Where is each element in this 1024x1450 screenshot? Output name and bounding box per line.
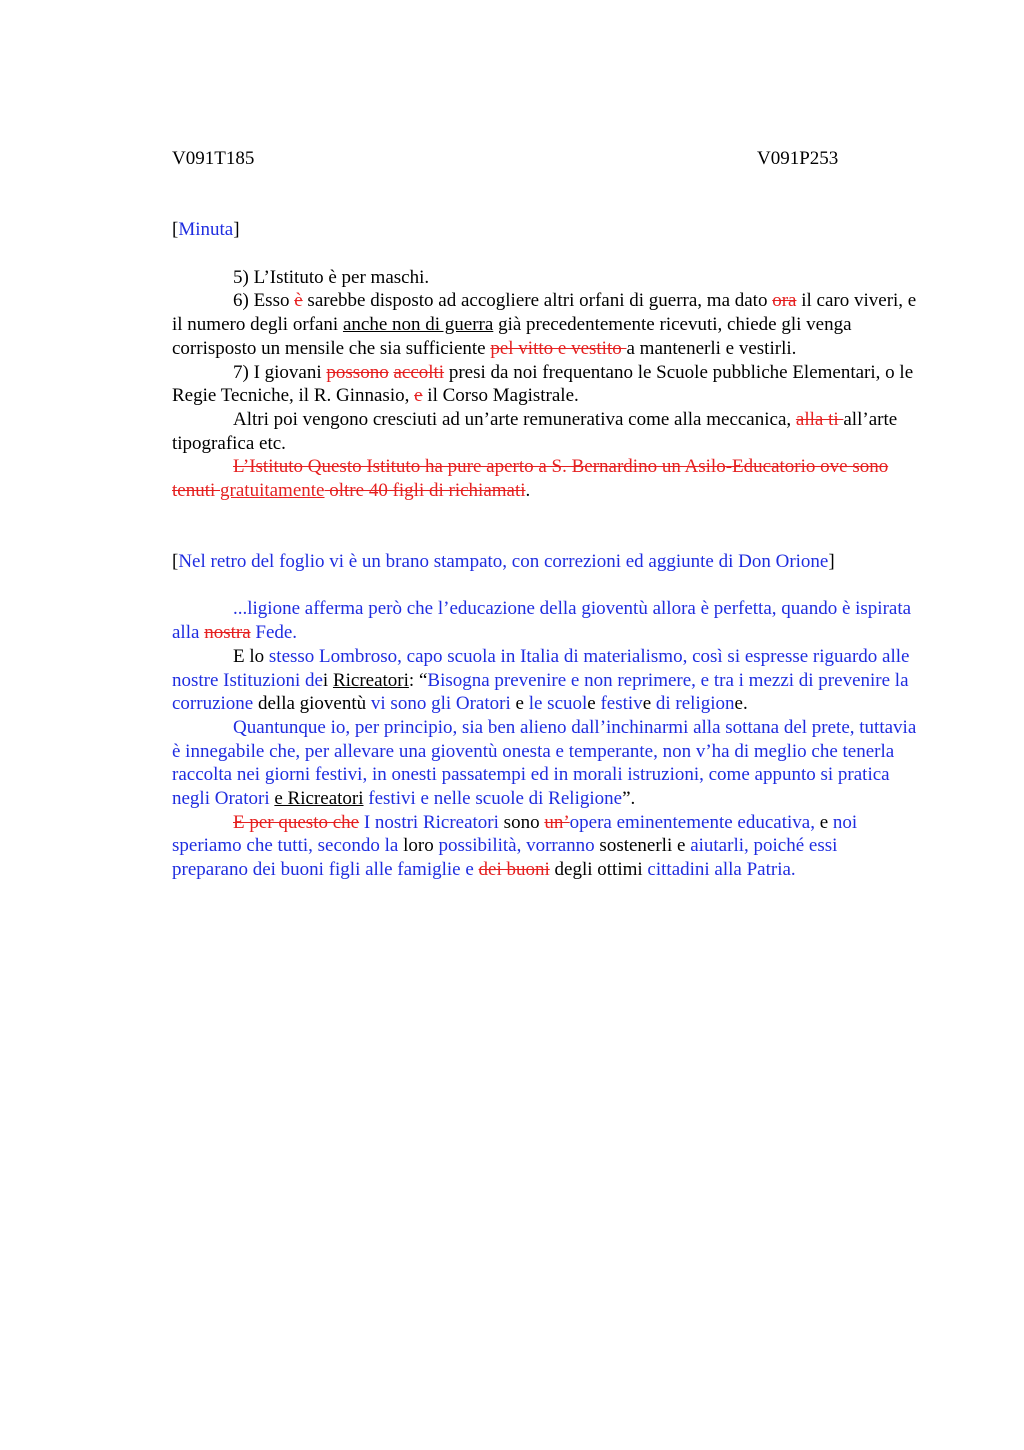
text-span: e. [734,693,748,715]
retro-label: Nel retro del foglio vi è un brano stampato, con correzioni ed aggiunte di Don Orione [178,550,829,572]
text-span: il caro viveri, e il numero degli orfani [172,290,917,336]
text-span: della gioventù [253,693,371,715]
paragraph-9 [172,455,917,502]
text-span: e [814,811,833,833]
text-span: sono [498,811,545,833]
text-span: presi da noi frequentano le Scuole pubbliche Elementari, o le Regie Tecniche, il R. Ginnasio, [172,361,914,407]
deleted-text: accolti [393,361,445,383]
quote-paragraph-2 [172,645,917,716]
deleted-text: L’Istituto Questo Istituto ha pure aperto a S. Bernardino un Asilo-Educatorio ove sono tenuti [172,456,889,502]
text-span: 7) I giovani [233,361,327,383]
deleted-text: è [294,290,303,312]
text-span: i [322,669,333,691]
deleted-text: e [414,385,423,407]
quote-paragraph-4 [172,811,917,882]
bracket-close: ] [828,550,835,572]
header-right-code: V091P253 [757,148,839,169]
deleted-text: oltre 40 figli di richiamati [324,480,526,502]
added-text: cittadini alla Patria. [647,859,796,881]
text-span: ”. [622,788,636,810]
deleted-text: pel vitto e vestito [490,337,627,359]
underlined-text: Ricreatori [332,669,409,691]
text-span: già precedentemente ricevuti, chiede gli venga corrisposto un mensile che sia sufficiente [172,314,852,359]
deleted-text: dei buoni [478,859,550,881]
text-span: sarebbe disposto ad accogliere altri orfani di guerra, ma dato [302,290,773,312]
text-span: e [642,693,656,715]
deleted-text: un’ [544,811,570,833]
deleted-underlined-text: gratuitamente [220,480,325,502]
added-text: festivi e nelle scuole di Religione [363,788,623,810]
quote-paragraph-3 [172,716,917,811]
text-span: degli ottimi [549,859,648,881]
deleted-text: nostra [204,622,251,644]
minuta-label: Minuta [178,219,234,240]
added-text: vi sono gli Oratori [370,693,511,715]
added-text: I nostri Ricreatori [359,811,499,833]
text-span: e [510,693,529,715]
added-text: festiv [600,693,643,715]
added-text: noi speriamo che tutti, secondo la [172,811,858,857]
text-span: 6) Esso [233,290,295,312]
bracket-open: [ [172,219,179,240]
document-body [172,218,917,882]
added-text: di religion [655,693,735,715]
text-span: all’arte tipografica etc. [172,408,898,454]
minuta-heading [172,218,917,242]
quote-paragraph-1 [172,597,917,644]
paragraph-5 [172,266,917,290]
deleted-text: E per questo che [233,811,360,833]
added-text: Bisogna prevenire e non reprimere, e tra i mezzi di prevenire la corruzione [172,669,909,715]
deleted-text: ora [772,290,797,312]
text-span: . [525,480,531,502]
added-text: Fede. [250,622,298,644]
added-text: Quantunque io, per principio, sia ben alieno dall’inchinarmi alla sottana del prete, tuttavia è innegabile che, per allevare una gioventù onesta e temperante, non v’ha di meglio che tenerla raccolta nei giorni festivi, in onesti passatempi ed in morali istruzioni, come appunto si pratica negli Oratori [172,716,917,810]
added-text: le [528,693,543,715]
paragraph-6 [172,289,917,360]
deleted-text: alla ti [795,408,844,430]
text-span: e [587,693,601,715]
text-span: Altri poi vengono cresciuti ad un’arte remunerativa come alla meccanica, [233,408,796,430]
bracket-close: ] [233,219,240,240]
added-text: scuol [547,693,588,715]
underlined-text: anche non di guerra [342,314,494,336]
added-text: aiutarli, poiché essi preparano dei buoni figli alle famiglie e [172,835,838,881]
bracket-open: [ [172,550,179,572]
added-text: opera eminentemente educativa, [569,811,815,833]
text-span: il Corso Magistrale. [422,385,579,407]
text-span: : “ [408,669,428,691]
retro-heading [172,550,917,574]
paragraph-7 [172,361,917,408]
paragraph-8 [172,408,917,455]
text-span: a mantenerli e vestirli. [626,337,797,359]
deleted-text: possono [326,361,389,383]
text-span: sostenerli e [594,835,691,857]
header-left-code: V091T185 [172,148,255,169]
text-span: 5) L’Istituto è per maschi. [233,266,430,288]
added-text: stesso Lombroso, capo scuola in Italia di materialismo, così si espresse riguardo alle nostre Istituzioni de [172,645,910,691]
added-text: possibilità, vorranno [438,835,595,857]
text-span: loro [398,835,439,857]
added-text: ...ligione afferma però che l’educazione della gioventù allora è perfetta, quando è ispirata alla [172,598,912,644]
text-span: E lo [233,645,269,667]
underlined-text: e Ricreatori [274,788,364,810]
